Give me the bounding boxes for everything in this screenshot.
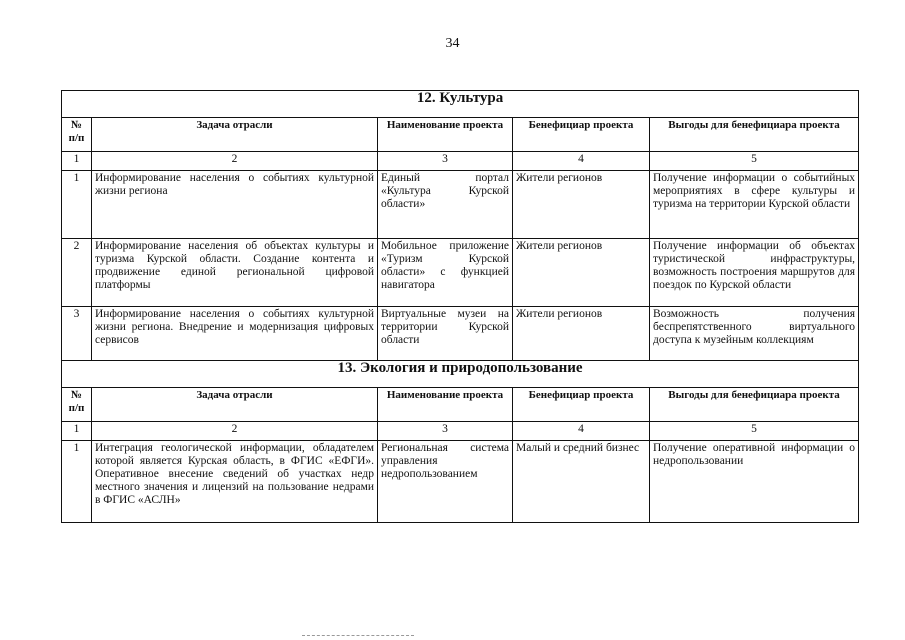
header-num: № п/п	[62, 388, 92, 422]
row-task: Интеграция геологической информации, обладателем которой является Курская область, в ФГИС «ЕФГИ». Оперативное внесение сведений об участках недр местного значения и лицензий на пользование недрами в ФГИС «АСЛН»	[92, 441, 378, 523]
column-number: 1	[62, 152, 92, 171]
table-row	[62, 307, 859, 361]
table-header-row	[62, 388, 859, 422]
row-num: 3	[62, 307, 92, 361]
row-task: Информирование населения о событиях культурной жизни региона. Внедрение и модернизация цифровых сервисов	[92, 307, 378, 361]
table-row	[62, 171, 859, 239]
header-beneficiary: Бенефициар проекта	[513, 118, 650, 152]
row-beneficiary: Малый и средний бизнес	[513, 441, 650, 523]
row-beneficiary: Жители регионов	[513, 239, 650, 307]
header-beneficiary: Бенефициар проекта	[513, 388, 650, 422]
footer-divider	[302, 635, 414, 636]
column-number: 2	[92, 152, 378, 171]
row-task: Информирование населения об объектах культуры и туризма Курской области. Создание контента и продвижение единой региональной цифровой платформы	[92, 239, 378, 307]
row-beneficiary: Жители регионов	[513, 171, 650, 239]
header-task: Задача отрасли	[92, 388, 378, 422]
row-project: Единый портал «Культура Курской области»	[378, 171, 513, 239]
row-num: 1	[62, 441, 92, 523]
header-project: Наименование проекта	[378, 388, 513, 422]
header-task: Задача отрасли	[92, 118, 378, 152]
row-num: 2	[62, 239, 92, 307]
row-benefits: Возможность получения беспрепятственного виртуального доступа к музейным коллекциям	[650, 307, 859, 361]
column-numbering-row	[62, 152, 859, 171]
column-number: 4	[513, 152, 650, 171]
table-header-row	[62, 118, 859, 152]
column-number: 2	[92, 422, 378, 441]
row-project: Региональная система управления недропользованием	[378, 441, 513, 523]
header-benefits: Выгоды для бенефициара проекта	[650, 388, 859, 422]
row-project: Виртуальные музеи на территории Курской области	[378, 307, 513, 361]
row-benefits: Получение информации о событийных мероприятиях в сфере культуры и туризма на территории Курской области	[650, 171, 859, 239]
column-number: 5	[650, 152, 859, 171]
row-benefits: Получение оперативной информации о недропользовании	[650, 441, 859, 523]
column-number: 4	[513, 422, 650, 441]
projects-table	[61, 90, 859, 523]
section-title-row	[62, 361, 859, 388]
header-num: № п/п	[62, 118, 92, 152]
row-benefits: Получение информации об объектах туристической инфраструктуры, возможность построения маршрутов для поездок по Курской области	[650, 239, 859, 307]
row-beneficiary: Жители регионов	[513, 307, 650, 361]
table-row	[62, 239, 859, 307]
section-title: 12. Культура	[62, 91, 859, 118]
header-benefits: Выгоды для бенефициара проекта	[650, 118, 859, 152]
column-number: 3	[378, 152, 513, 171]
header-project: Наименование проекта	[378, 118, 513, 152]
column-numbering-row	[62, 422, 859, 441]
row-num: 1	[62, 171, 92, 239]
section-title: 13. Экология и природопользование	[62, 361, 859, 388]
column-number: 3	[378, 422, 513, 441]
column-number: 5	[650, 422, 859, 441]
page-number: 34	[445, 36, 460, 51]
row-task: Информирование населения о событиях культурной жизни региона	[92, 171, 378, 239]
row-project: Мобильное приложение «Туризм Курской области» с функцией навигатора	[378, 239, 513, 307]
section-title-row	[62, 91, 859, 118]
column-number: 1	[62, 422, 92, 441]
table-row	[62, 441, 859, 523]
